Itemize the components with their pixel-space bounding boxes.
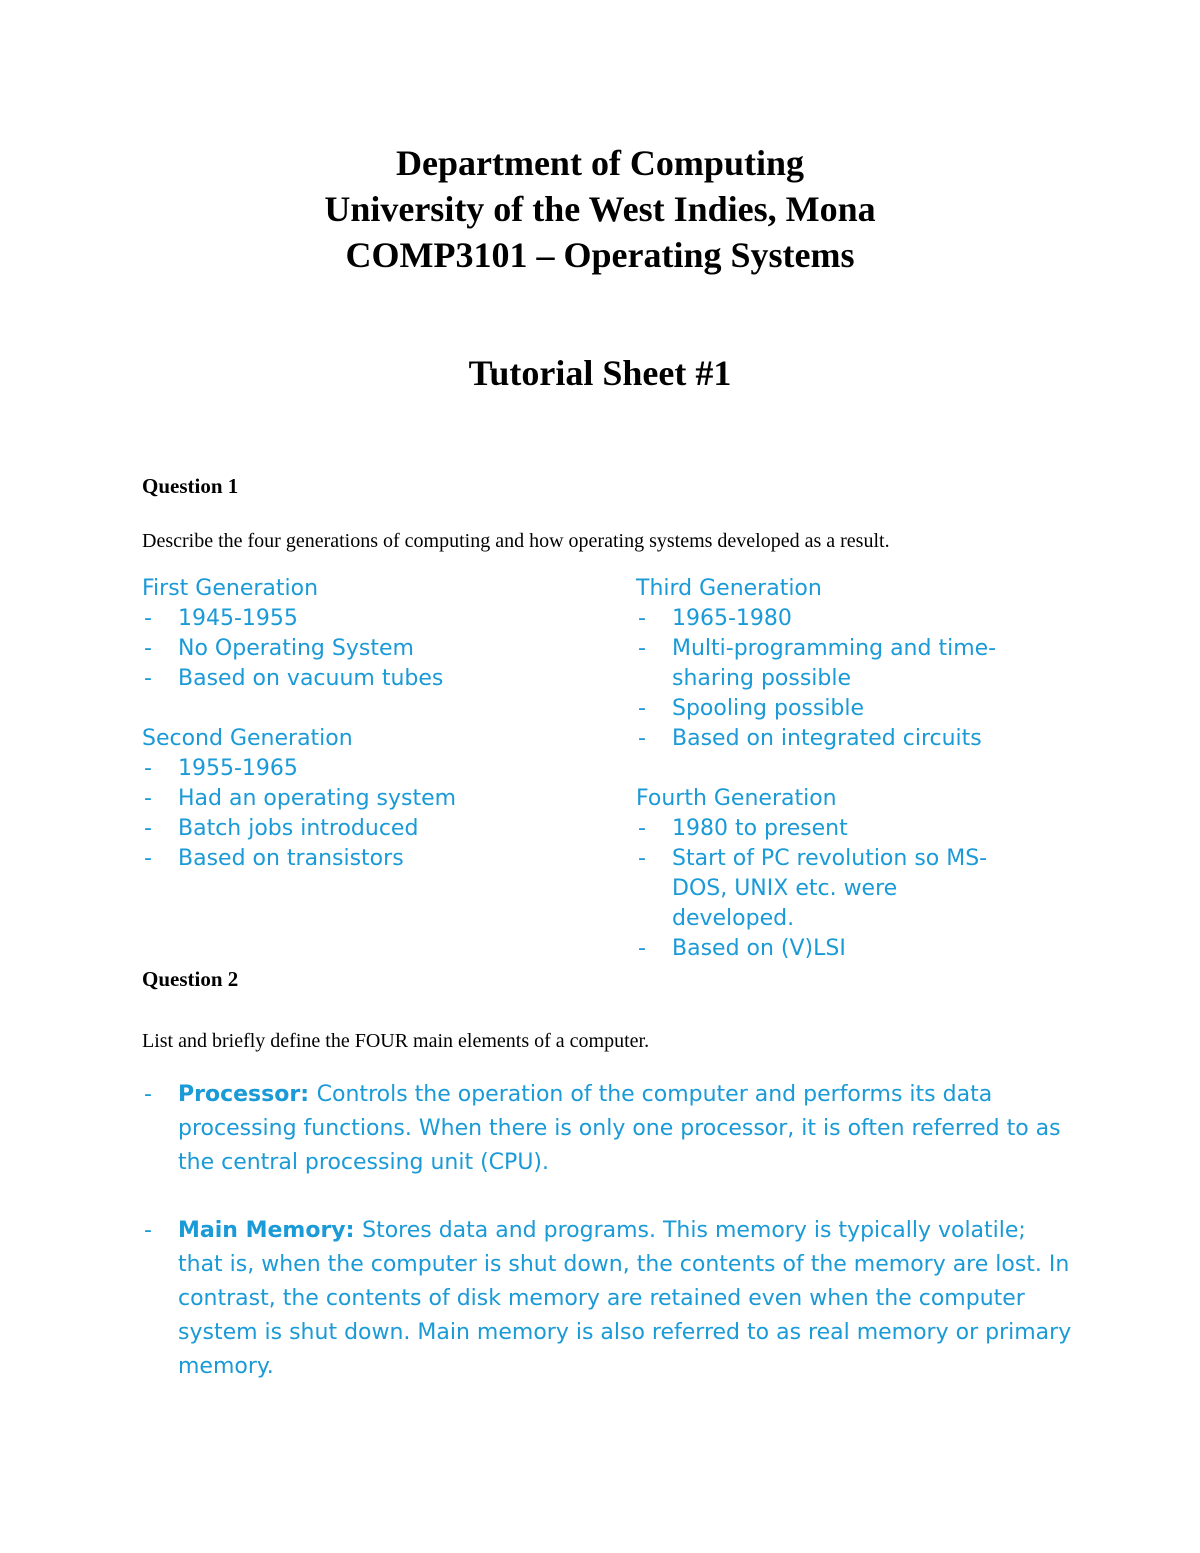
- list-item-text: Based on transistors: [178, 846, 404, 871]
- list-item: [142, 634, 582, 664]
- generation-second: [142, 724, 582, 874]
- question-1-prompt: Describe the four generations of computing and how operating systems developed as a result.: [142, 530, 890, 552]
- bullet-dash: -: [144, 636, 152, 661]
- list-item-text: 1965-1980: [672, 606, 792, 631]
- department-name: Department of Computing: [396, 143, 804, 183]
- list-item-text: Spooling possible: [672, 696, 865, 721]
- generation-fourth: [636, 784, 1016, 964]
- document-header: [0, 140, 1200, 278]
- question-2-heading: Question 2: [142, 967, 239, 991]
- element-definition: Controls the operation of the computer and performs its data processing functions. When there is only one processor, it is often referred to as the central processing unit (CPU).: [178, 1082, 1061, 1175]
- bullet-dash: -: [144, 666, 152, 691]
- bullet-dash: -: [638, 846, 646, 871]
- bullet-dash: -: [144, 846, 152, 871]
- generation-title: Second Generation: [142, 726, 353, 751]
- bullet-dash: -: [144, 816, 152, 841]
- list-item-text: Had an operating system: [178, 786, 457, 811]
- bullet-dash: -: [638, 636, 646, 661]
- list-item-text: No Operating System: [178, 636, 414, 661]
- bullet-dash: -: [144, 1082, 152, 1107]
- list-item-text: Based on (V)LSI: [672, 936, 846, 961]
- list-item: [142, 664, 582, 694]
- list-item: [636, 634, 1016, 694]
- list-item: [636, 604, 1016, 634]
- list-item: [636, 844, 1016, 934]
- computer-elements-list: [142, 1078, 1072, 1418]
- generations-right-column: [636, 574, 1016, 994]
- list-item-text: 1955-1965: [178, 756, 298, 781]
- sheet-title: Tutorial Sheet #1: [468, 353, 732, 393]
- bullet-dash: -: [638, 696, 646, 721]
- list-item: [142, 604, 582, 634]
- list-item: [142, 1214, 1072, 1384]
- course-title: COMP3101 – Operating Systems: [345, 235, 855, 275]
- element-term: Main Memory:: [178, 1218, 363, 1243]
- generations-left-column: [142, 574, 582, 904]
- university-name: University of the West Indies, Mona: [324, 189, 876, 229]
- list-item: [636, 814, 1016, 844]
- list-item: [142, 784, 582, 814]
- bullet-dash: -: [144, 786, 152, 811]
- bullet-dash: -: [638, 606, 646, 631]
- bullet-dash: -: [144, 756, 152, 781]
- generation-title: First Generation: [142, 576, 319, 601]
- generation-first: [142, 574, 582, 694]
- list-item: [142, 814, 582, 844]
- generation-title: Third Generation: [636, 576, 822, 601]
- list-item-text: Based on vacuum tubes: [178, 666, 444, 691]
- list-item: [636, 724, 1016, 754]
- bullet-dash: -: [638, 816, 646, 841]
- list-item: [142, 754, 582, 784]
- list-item-text: Multi-programming and time-sharing possible: [672, 636, 997, 691]
- list-item-text: 1945-1955: [178, 606, 298, 631]
- list-item-text: Start of PC revolution so MS-DOS, UNIX etc. were developed.: [672, 846, 988, 931]
- list-item-text: Based on integrated circuits: [672, 726, 982, 751]
- generation-title: Fourth Generation: [636, 786, 837, 811]
- bullet-dash: -: [638, 936, 646, 961]
- list-item: [636, 694, 1016, 724]
- question-1-heading: Question 1: [142, 474, 239, 498]
- bullet-dash: -: [144, 606, 152, 631]
- list-item: [142, 1078, 1072, 1180]
- list-item: [142, 844, 582, 874]
- question-2-prompt: List and briefly define the FOUR main elements of a computer.: [142, 1030, 650, 1052]
- element-term: Processor:: [178, 1082, 317, 1107]
- element-definition: Stores data and programs. This memory is typically volatile; that is, when the computer is shut down, the contents of the memory are lost. In contrast, the contents of disk memory are retained even when the computer system is shut down. Main memory is also referred to as real memory or primary memory.: [178, 1218, 1072, 1379]
- list-item-text: Batch jobs introduced: [178, 816, 419, 841]
- list-item: [636, 934, 1016, 964]
- bullet-dash: -: [638, 726, 646, 751]
- bullet-dash: -: [144, 1218, 152, 1243]
- generation-third: [636, 574, 1016, 754]
- list-item-text: 1980 to present: [672, 816, 848, 841]
